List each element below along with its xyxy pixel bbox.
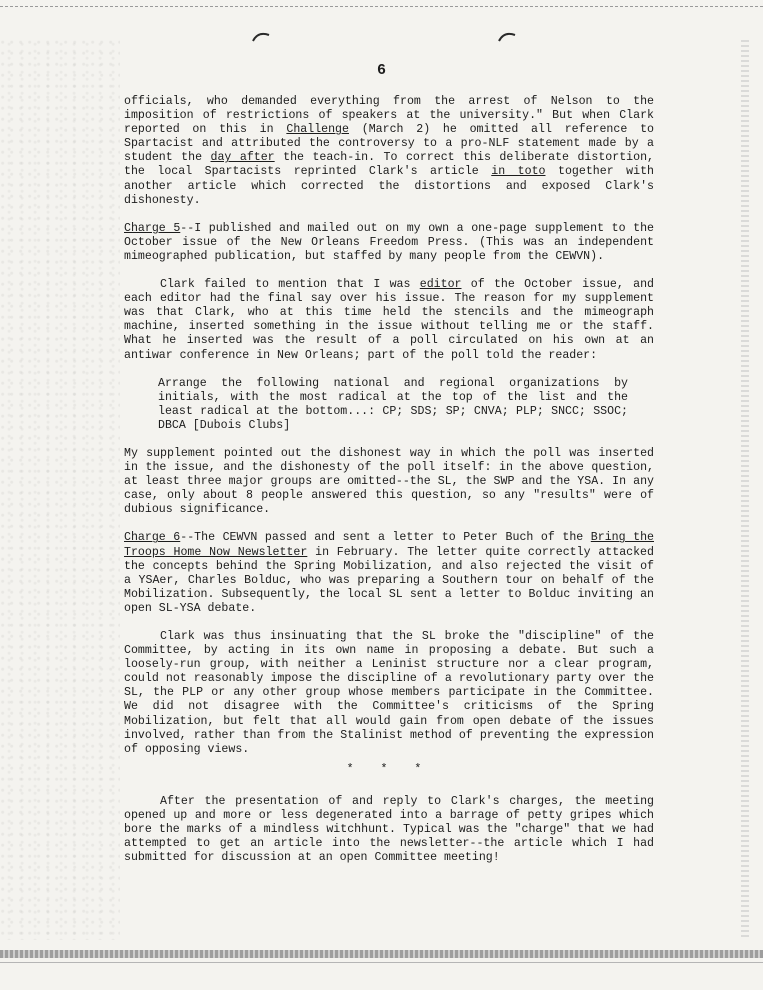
scan-speckle-left bbox=[0, 40, 120, 940]
charge-5-label: Charge 5 bbox=[124, 221, 181, 235]
charge-6-paragraph bbox=[124, 531, 654, 616]
page-number: 6 bbox=[376, 62, 386, 79]
in-toto-emphasis: in toto bbox=[491, 165, 546, 179]
challenge-title: Challenge bbox=[286, 123, 349, 137]
scan-edge-right bbox=[741, 40, 749, 940]
intro-text-3: the teach-in. To correct this deliberate distortion, the local Spartacists reprinted Clark's article bbox=[124, 151, 654, 179]
poll-quote: Arrange the following national and regional organizations by initials, with the most radical at the top of the list and the least radical at the bottom...: CP; SDS; SP; CNVA; PLP; SNCC; SSOC; DBCA [Dubois Clubs] bbox=[158, 376, 628, 432]
final-paragraph: After the presentation of and reply to Clark's charges, the meeting opened up and more or less degenerated into a barrage of petty gripes which bore the marks of a mindless witchhunt. Typical was the "charge" that we had attempted to get an article into the newsletter--the article which I had submitted for discussion at an open Committee meeting! bbox=[124, 794, 654, 865]
editor-emphasis: editor bbox=[419, 278, 462, 292]
charge-6-text-1: --The CEWVN passed and sent a letter to Peter Buch of the bbox=[180, 531, 591, 545]
scan-bottom-edge bbox=[0, 950, 763, 958]
newsletter-title: Bring the Troops Home Now Newsletter bbox=[124, 531, 654, 559]
charge-5-paragraph bbox=[124, 222, 654, 264]
intro-text-4: together with another article which corrected the distortions and exposed Clark's dishonesty. bbox=[124, 165, 654, 207]
document-body bbox=[124, 95, 654, 879]
editor-text-1: Clark failed to mention that I was bbox=[160, 278, 420, 292]
scan-bottom-line bbox=[0, 962, 763, 963]
binding-mark-left bbox=[252, 30, 270, 42]
charge-6-label: Charge 6 bbox=[124, 531, 181, 545]
page-top-edge bbox=[0, 6, 763, 7]
binding-mark-right bbox=[498, 30, 516, 42]
charge-5-text: --I published and mailed out on my own a one-page supplement to the October issue of the New Orleans Freedom Press. (This was an independent mimeographed publication, but staffed by many people from the CEWVN). bbox=[124, 221, 654, 263]
discipline-paragraph: Clark was thus insinuating that the SL broke the "discipline" of the Committee, by acting in its own name in proposing a debate. But such a loosely-run group, with neither a Leninist structure nor a clear program, could not reasonably impose the discipline of a revolutionary party over the SL, the PLP or any other group whose members participate in the Committee. We did not disagree with the Committee's criticisms of the Spring Mobilization, but felt that all would gain from open debate of the issues involved, rather than from the Stalinist method of preventing the expression of opposing views. bbox=[124, 630, 654, 756]
day-after-emphasis: day after bbox=[210, 151, 275, 165]
editor-paragraph bbox=[124, 278, 654, 363]
charge-6-text-2: in February. The letter quite correctly attacked the concepts behind the Spring Mobilization, and also rejected the visit of a YSAer, Charles Bolduc, who was preparing a Southern tour on behalf of the Mobilization. Subsequently, the local SL sent a letter to Bolduc inviting an open SL-YSA debate. bbox=[124, 545, 654, 615]
supplement-paragraph: My supplement pointed out the dishonest way in which the poll was inserted in the issue, and the dishonesty of the poll itself: in the above question, at least three major groups are omitted--the SL, the SWP and the YSA. In any case, only about 8 people answered this question, so any "results" were of dubious significance. bbox=[124, 446, 654, 517]
intro-text-2: (March 2) he omitted all reference to Spartacist and attributed the controversy to a pro-NLF statement made by a student the bbox=[124, 123, 654, 165]
section-separator: * * * bbox=[346, 762, 432, 776]
editor-text-2: of the October issue, and each editor had the final say over his issue. The reason for my supplement was that Clark, who at this time held the stencils and the mimeograph machine, inserted something in the issue without telling me or the staff. What he inserted was the result of a poll circulated on his own at an antiwar conference in New Orleans; part of the poll told the reader: bbox=[124, 278, 654, 362]
intro-text-1: officials, who demanded everything from the arrest of Nelson to the imposition of restrictions of speakers at the university." But when Clark reported on this in bbox=[124, 95, 654, 137]
intro-paragraph bbox=[124, 95, 654, 208]
